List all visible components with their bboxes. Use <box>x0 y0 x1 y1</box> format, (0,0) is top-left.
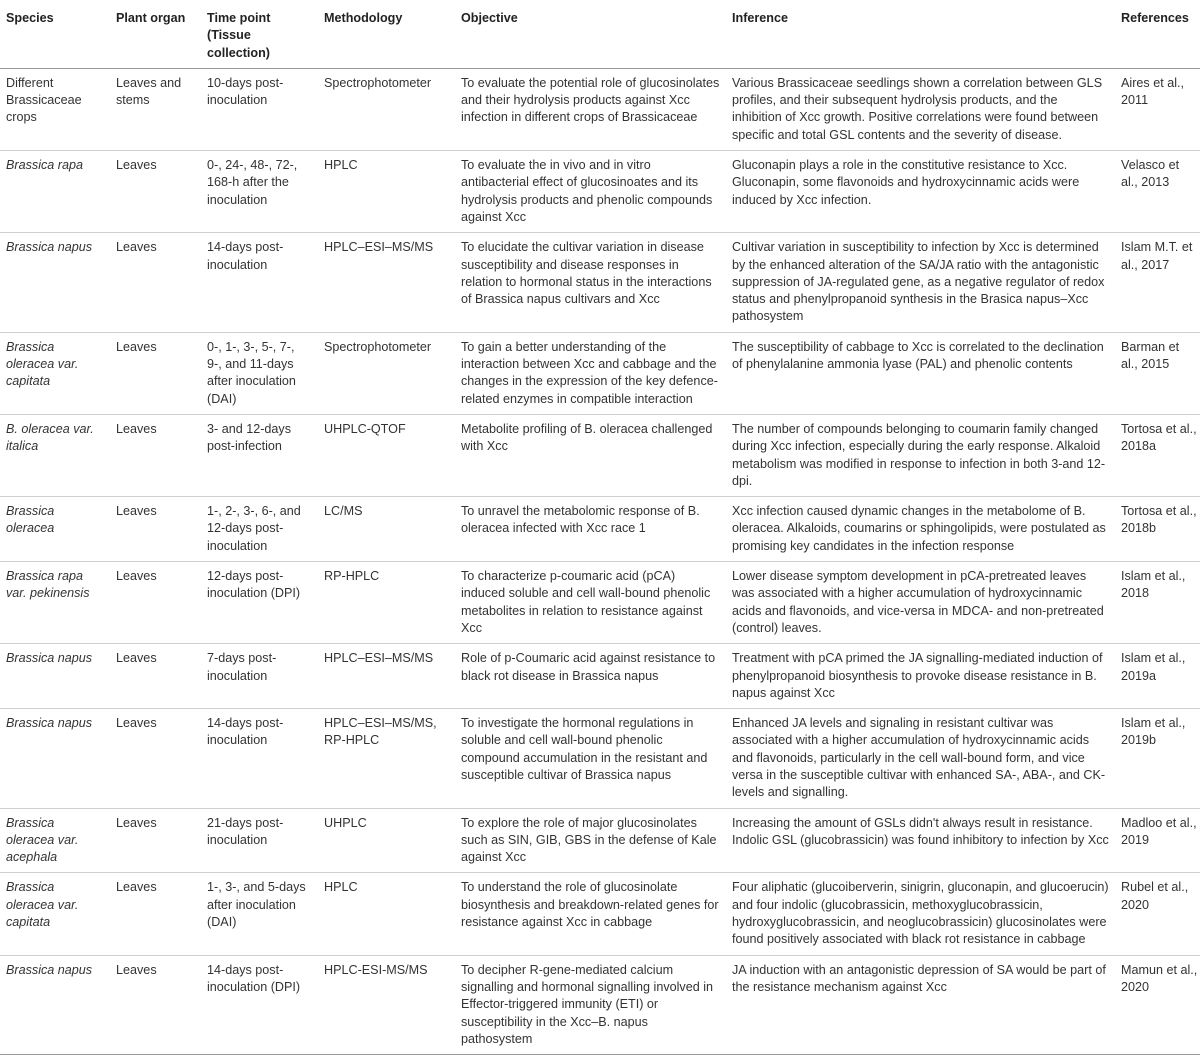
metabolomics-table <box>0 4 1200 1055</box>
cell-method: HPLC–ESI–MS/MS <box>318 233 455 332</box>
cell-inference: The susceptibility of cabbage to Xcc is correlated to the declination of phenylalanine ammonia lyase (PAL) and phenolic contents <box>726 332 1115 414</box>
cell-method: LC/MS <box>318 497 455 562</box>
cell-organ: Leaves <box>110 562 201 644</box>
header-inference: Inference <box>726 4 1115 68</box>
cell-species: Brassica oleracea var. capitata <box>0 873 110 955</box>
header-row <box>0 4 1200 68</box>
table-row <box>0 233 1200 332</box>
cell-objective: To explore the role of major glucosinolates such as SIN, GIB, GBS in the defense of Kale against Xcc <box>455 808 726 873</box>
cell-reference: Madloo et al., 2019 <box>1115 808 1200 873</box>
cell-reference: Islam M.T. et al., 2017 <box>1115 233 1200 332</box>
cell-species: Brassica oleracea var. acephala <box>0 808 110 873</box>
cell-time: 7-days post-inoculation <box>201 644 318 709</box>
cell-species: Brassica napus <box>0 709 110 808</box>
cell-inference: Enhanced JA levels and signaling in resistant cultivar was associated with a higher accumulation of hydroxycinnamic acids and flavonoids, particularly in the cell wall-bound form, and vice versa in the susceptible cultivar with enhanced SA-, ABA-, and CK- levels and signalling. <box>726 709 1115 808</box>
cell-inference: Lower disease symptom development in pCA-pretreated leaves was associated with a higher accumulation of hydroxycinnamic acids and flavonoids, and vice-versa in MDCA- and non-pretreated (control) leaves. <box>726 562 1115 644</box>
cell-objective: To elucidate the cultivar variation in disease susceptibility and disease responses in relation to hormonal status in the interactions of Brassica napus cultivars and Xcc <box>455 233 726 332</box>
cell-species: Brassica napus <box>0 644 110 709</box>
cell-objective: To evaluate the in vivo and in vitro antibacterial effect of glucosinoates and its hydrolysis products and phenolic compounds against Xcc <box>455 151 726 233</box>
table-row <box>0 808 1200 873</box>
table-row <box>0 955 1200 1054</box>
cell-method: HPLC–ESI–MS/MS, RP-HPLC <box>318 709 455 808</box>
cell-organ: Leaves <box>110 873 201 955</box>
cell-time: 0-, 1-, 3-, 5-, 7-, 9-, and 11-days after inoculation (DAI) <box>201 332 318 414</box>
cell-reference: Rubel et al., 2020 <box>1115 873 1200 955</box>
cell-reference: Velasco et al., 2013 <box>1115 151 1200 233</box>
cell-organ: Leaves <box>110 151 201 233</box>
cell-objective: To decipher R-gene-mediated calcium signalling and hormonal signalling involved in Effector-triggered immunity (ETI) or susceptibility in the Xcc–B. napus pathosystem <box>455 955 726 1054</box>
cell-organ: Leaves <box>110 233 201 332</box>
cell-species: B. oleracea var. italica <box>0 414 110 496</box>
cell-organ: Leaves and stems <box>110 68 201 150</box>
cell-organ: Leaves <box>110 955 201 1054</box>
cell-organ: Leaves <box>110 414 201 496</box>
table-row <box>0 644 1200 709</box>
cell-time: 14-days post-inoculation <box>201 233 318 332</box>
cell-species: Brassica rapa var. pekinensis <box>0 562 110 644</box>
table-row <box>0 497 1200 562</box>
cell-method: UHPLC <box>318 808 455 873</box>
cell-method: HPLC-ESI-MS/MS <box>318 955 455 1054</box>
table-row <box>0 151 1200 233</box>
cell-species: Brassica oleracea <box>0 497 110 562</box>
cell-method: RP-HPLC <box>318 562 455 644</box>
header-objective: Objective <box>455 4 726 68</box>
table-row <box>0 414 1200 496</box>
cell-method: HPLC–ESI–MS/MS <box>318 644 455 709</box>
cell-time: 14-days post-inoculation <box>201 709 318 808</box>
cell-inference: Four aliphatic (glucoiberverin, sinigrin, gluconapin, and glucoerucin) and four indolic (glucobrassicin, methoxyglucobrassicin, hydroxyglucobrassicin, and neoglucobrassicin) glucosinolates were found positively associated with black rot resistance in cabbage <box>726 873 1115 955</box>
header-time-point: Time point (Tissue collection) <box>201 4 318 68</box>
cell-objective: To evaluate the potential role of glucosinolates and their hydrolysis products against Xcc infection in different crops of Brassicaceae <box>455 68 726 150</box>
cell-species: Brassica napus <box>0 233 110 332</box>
cell-organ: Leaves <box>110 332 201 414</box>
cell-inference: Xcc infection caused dynamic changes in the metabolome of B. oleracea. Alkaloids, coumarins or sphingolipids, were postulated as promising key candidates in the infection response <box>726 497 1115 562</box>
cell-inference: JA induction with an antagonistic depression of SA would be part of the resistance mechanism against Xcc <box>726 955 1115 1054</box>
table-row <box>0 562 1200 644</box>
table-row <box>0 68 1200 150</box>
cell-organ: Leaves <box>110 808 201 873</box>
cell-species: Brassica napus <box>0 955 110 1054</box>
header-plant-organ: Plant organ <box>110 4 201 68</box>
cell-objective: Role of p-Coumaric acid against resistance to black rot disease in Brassica napus <box>455 644 726 709</box>
cell-objective: To characterize p-coumaric acid (pCA) induced soluble and cell wall-bound phenolic metabolites in relation to resistance against Xcc <box>455 562 726 644</box>
cell-objective: To understand the role of glucosinolate biosynthesis and breakdown-related genes for resistance against Xcc in cabbage <box>455 873 726 955</box>
cell-reference: Tortosa et al., 2018b <box>1115 497 1200 562</box>
table-row <box>0 709 1200 808</box>
cell-objective: To gain a better understanding of the interaction between Xcc and cabbage and the changes in the expression of the key defence-related enzymes in compatible interaction <box>455 332 726 414</box>
cell-time: 3- and 12-days post-infection <box>201 414 318 496</box>
cell-reference: Islam et al., 2019b <box>1115 709 1200 808</box>
cell-time: 12-days post-inoculation (DPI) <box>201 562 318 644</box>
cell-time: 14-days post-inoculation (DPI) <box>201 955 318 1054</box>
cell-method: Spectrophotometer <box>318 332 455 414</box>
cell-reference: Islam et al., 2018 <box>1115 562 1200 644</box>
cell-time: 0-, 24-, 48-, 72-, 168-h after the inoculation <box>201 151 318 233</box>
cell-reference: Tortosa et al., 2018a <box>1115 414 1200 496</box>
table-row <box>0 332 1200 414</box>
cell-reference: Mamun et al., 2020 <box>1115 955 1200 1054</box>
cell-objective: Metabolite profiling of B. oleracea challenged with Xcc <box>455 414 726 496</box>
cell-species: Different Brassicaceae crops <box>0 68 110 150</box>
cell-time: 21-days post-inoculation <box>201 808 318 873</box>
cell-inference: Various Brassicaceae seedlings shown a correlation between GLS profiles, and their subsequent hydrolysis products, and the inhibition of Xcc growth. Positive correlations were found between specific and total GSL contents and the severity of disease. <box>726 68 1115 150</box>
cell-time: 1-, 2-, 3-, 6-, and 12-days post-inoculation <box>201 497 318 562</box>
header-references: References <box>1115 4 1200 68</box>
cell-method: UHPLC-QTOF <box>318 414 455 496</box>
cell-inference: Increasing the amount of GSLs didn't always result in resistance. Indolic GSL (glucobrassicin) was found inhibitory to infection by Xcc <box>726 808 1115 873</box>
cell-method: HPLC <box>318 151 455 233</box>
cell-organ: Leaves <box>110 497 201 562</box>
cell-reference: Aires et al., 2011 <box>1115 68 1200 150</box>
cell-method: Spectrophotometer <box>318 68 455 150</box>
cell-method: HPLC <box>318 873 455 955</box>
cell-species: Brassica rapa <box>0 151 110 233</box>
cell-inference: Gluconapin plays a role in the constitutive resistance to Xcc. Gluconapin, some flavonoids and hydroxycinnamic acids were induced by Xcc infection. <box>726 151 1115 233</box>
cell-species: Brassica oleracea var. capitata <box>0 332 110 414</box>
cell-reference: Barman et al., 2015 <box>1115 332 1200 414</box>
cell-objective: To unravel the metabolomic response of B. oleracea infected with Xcc race 1 <box>455 497 726 562</box>
table-row <box>0 873 1200 955</box>
cell-inference: Cultivar variation in susceptibility to infection by Xcc is determined by the enhanced alteration of the SA/JA ratio with the antagonistic suppression of JA-regulated gene, as a negative regulator of redox status and phenylpropanoid synthesis in the Brasica napus–Xcc pathosystem <box>726 233 1115 332</box>
cell-inference: The number of compounds belonging to coumarin family changed during Xcc infection, especially during the early response. Alkaloid metabolism was modified in response to infection in both 3-and 12-dpi. <box>726 414 1115 496</box>
cell-organ: Leaves <box>110 709 201 808</box>
cell-inference: Treatment with pCA primed the JA signalling-mediated induction of phenylpropanoid biosynthesis to provoke disease resistance in B. napus against Xcc <box>726 644 1115 709</box>
cell-reference: Islam et al., 2019a <box>1115 644 1200 709</box>
cell-time: 10-days post-inoculation <box>201 68 318 150</box>
header-methodology: Methodology <box>318 4 455 68</box>
cell-time: 1-, 3-, and 5-days after inoculation (DAI) <box>201 873 318 955</box>
cell-organ: Leaves <box>110 644 201 709</box>
header-species: Species <box>0 4 110 68</box>
cell-objective: To investigate the hormonal regulations in soluble and cell wall-bound phenolic compound accumulation in the resistant and susceptible cultivar of Brassica napus <box>455 709 726 808</box>
